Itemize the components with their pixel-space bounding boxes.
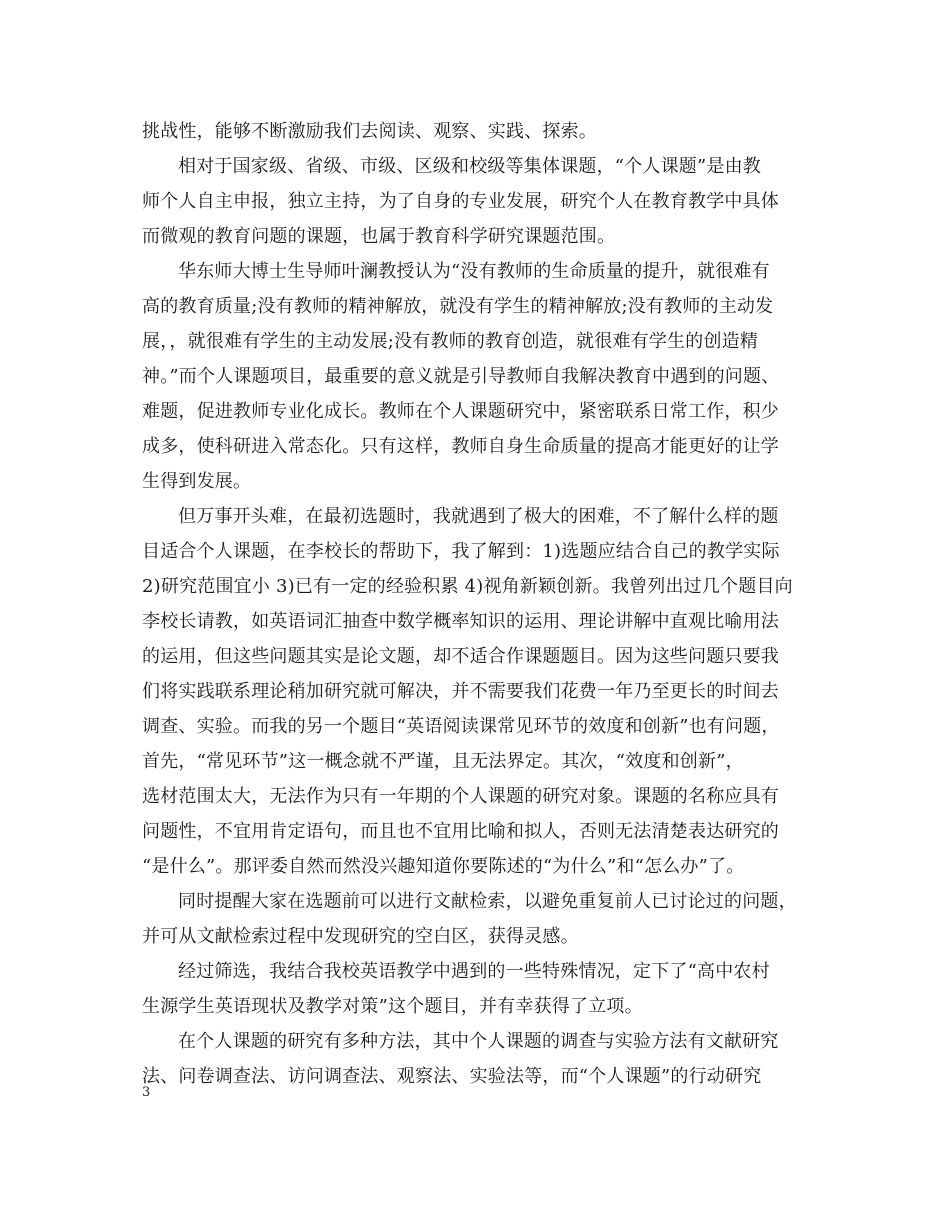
text-line: 法、问卷调查法、访问调查法、观察法、实验法等，而“个人课题”的行动研究 — [142, 1066, 762, 1087]
text-line: 经过筛选，我结合我校英语教学中遇到的一些特殊情况，定下了“高中农村 — [178, 961, 770, 982]
text-line: 问题性，不宜用肯定语句，而且也不宜用比喻和拟人，否则无法清楚表达研究的 — [142, 821, 779, 842]
text-line: 相对于国家级、省级、市级、区级和校级等集体课题，“个人课题”是由教 — [178, 156, 762, 177]
text-line: 难题，促进教师专业化成长。教师在个人课题研究中，紧密联系日常工作，积少 — [142, 401, 779, 422]
text-line: 目适合个人课题，在李校长的帮助下，我了解到：1)选题应结合自己的教学实际 — [142, 541, 780, 562]
text-line: 2)研究范围宜小 3)已有一定的经验积累 4)视角新颖创新。我曾列出过几个题目向 — [142, 576, 793, 597]
text-line: 展，，就很难有学生的主动发展;没有教师的教育创造，就很难有学生的创造精 — [142, 331, 759, 352]
text-line: 李校长请教，如英语词汇抽查中数学概率知识的运用、理论讲解中直观比喻用法 — [142, 611, 779, 632]
text-line: 生源学生英语现状及教学对策”这个题目，并有幸获得了立项。 — [142, 996, 643, 1017]
page-number: 3 — [142, 1085, 151, 1100]
text-line: 神。”而个人课题项目，最重要的意义就是引导教师自我解决教育中遇到的问题、 — [142, 366, 780, 387]
text-line: 师个人自主申报，独立主持，为了自身的专业发展，研究个人在教育教学中具体 — [142, 191, 779, 212]
text-line: “是什么”。那评委自然而然没兴趣知道你要陈述的“为什么”和“怎么办”了。 — [142, 856, 745, 877]
text-line: 华东师大博士生导师叶澜教授认为“没有教师的生命质量的提升，就很难有 — [178, 261, 770, 282]
text-line: 挑战性，能够不断激励我们去阅读、观察、实践、探索。 — [142, 121, 597, 142]
body-text — [142, 114, 812, 1094]
text-line: 高的教育质量;没有教师的精神解放，就没有学生的精神解放;没有教师的主动发 — [142, 296, 774, 317]
text-line: 并可从文献检索过程中发现研究的空白区，获得灵感。 — [142, 926, 579, 947]
text-line: 生得到发展。 — [142, 471, 252, 492]
text-line: 的运用，但这些问题其实是论文题，却不适合作课题题目。因为这些问题只要我 — [142, 646, 779, 667]
text-line: 首先，“常见环节”这一概念就不严谨，且无法界定。其次，“效度和创新”， — [142, 751, 744, 772]
text-line: 调查、实验。而我的另一个题目“英语阅读课常见环节的效度和创新”也有问题， — [142, 716, 780, 737]
text-line: 们将实践联系理论稍加研究就可解决，并不需要我们花费一年乃至更长的时间去 — [142, 681, 779, 702]
text-line: 而微观的教育问题的课题，也属于教育科学研究课题范围。 — [142, 226, 616, 247]
text-line: 同时提醒大家在选题前可以进行文献检索，以避免重复前人已讨论过的问题， — [178, 891, 797, 912]
text-line: 但万事开头难，在最初选题时，我就遇到了极大的困难，不了解什么样的题 — [178, 506, 779, 527]
text-line: 选材范围太大，无法作为只有一年期的个人课题的研究对象。课题的名称应具有 — [142, 786, 779, 807]
text-line: 成多，使科研进入常态化。只有这样，教师自身生命质量的提高才能更好的让学 — [142, 436, 779, 457]
text-line: 在个人课题的研究有多种方法，其中个人课题的调查与实验方法有文献研究 — [178, 1031, 779, 1052]
